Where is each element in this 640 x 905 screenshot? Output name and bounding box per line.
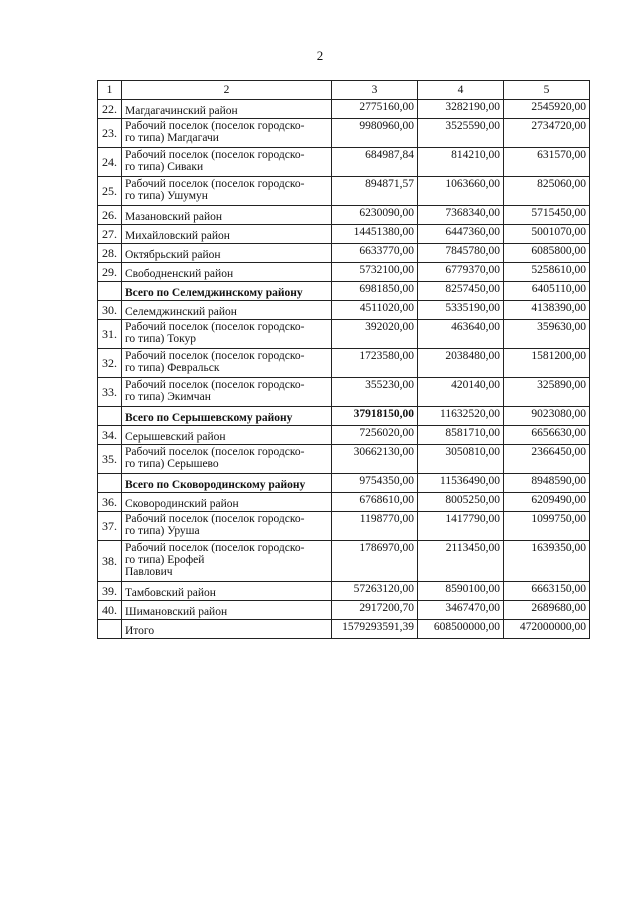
value-col3-cell: 14451380,00 [332,225,418,244]
value-col5-cell: 1639350,00 [504,541,590,582]
row-number-cell: 28. [98,244,122,263]
column-header-1: 1 [98,81,122,100]
column-header-4: 4 [418,81,504,100]
row-number-cell: 38. [98,541,122,582]
value-col4-cell: 1063660,00 [418,177,504,206]
value-col4-cell: 8590100,00 [418,582,504,601]
value-col3-cell: 2775160,00 [332,100,418,119]
row-name-cell: Всего по Сковородинскому району [122,474,332,493]
table-row [98,177,590,206]
row-number-cell: 23. [98,119,122,148]
value-col4-cell: 3050810,00 [418,445,504,474]
row-number-cell: 36. [98,493,122,512]
value-col3-cell: 37918150,00 [332,407,418,426]
value-col5-cell: 825060,00 [504,177,590,206]
page-number: 2 [316,48,324,63]
row-number-cell: 26. [98,206,122,225]
value-col5-cell: 2545920,00 [504,100,590,119]
value-col5-cell: 2734720,00 [504,119,590,148]
value-col4-cell: 3525590,00 [418,119,504,148]
row-name-cell: Рабочий поселок (поселок городско- го типа) Февральск [122,349,332,378]
table-row [98,225,590,244]
row-number-cell [98,620,122,639]
value-col4-cell: 2038480,00 [418,349,504,378]
value-col4-cell: 420140,00 [418,378,504,407]
value-col5-cell: 325890,00 [504,378,590,407]
value-col4-cell: 608500000,00 [418,620,504,639]
value-col4-cell: 3467470,00 [418,601,504,620]
value-col3-cell: 894871,57 [332,177,418,206]
value-col5-cell: 2689680,00 [504,601,590,620]
value-col4-cell: 1417790,00 [418,512,504,541]
table-row [98,349,590,378]
table-row [98,148,590,177]
table-header-row [98,81,590,100]
value-col3-cell: 6768610,00 [332,493,418,512]
row-name-cell: Магдагачинский район [122,100,332,119]
row-name-cell: Рабочий поселок (поселок городско- го типа) Магдагачи [122,119,332,148]
value-col4-cell: 6779370,00 [418,263,504,282]
table-row [98,100,590,119]
value-col5-cell: 472000000,00 [504,620,590,639]
value-col5-cell: 5258610,00 [504,263,590,282]
row-number-cell: 29. [98,263,122,282]
table-row [98,582,590,601]
value-col3-cell: 392020,00 [332,320,418,349]
value-col5-cell: 5001070,00 [504,225,590,244]
value-col4-cell: 814210,00 [418,148,504,177]
budget-table [97,80,590,639]
value-col4-cell: 7845780,00 [418,244,504,263]
value-col5-cell: 6085800,00 [504,244,590,263]
value-col3-cell: 1786970,00 [332,541,418,582]
value-col4-cell: 8581710,00 [418,426,504,445]
row-number-cell: 27. [98,225,122,244]
value-col5-cell: 2366450,00 [504,445,590,474]
column-header-5: 5 [504,81,590,100]
value-col5-cell: 8948590,00 [504,474,590,493]
row-name-cell: Михайловский район [122,225,332,244]
value-col3-cell: 7256020,00 [332,426,418,445]
value-col4-cell: 7368340,00 [418,206,504,225]
row-number-cell [98,282,122,301]
row-name-cell: Рабочий поселок (поселок городско- го типа) Экимчан [122,378,332,407]
row-name-cell: Тамбовский район [122,582,332,601]
row-number-cell: 22. [98,100,122,119]
value-col4-cell: 5335190,00 [418,301,504,320]
table-row [98,445,590,474]
value-col3-cell: 6633770,00 [332,244,418,263]
row-name-cell: Шимановский район [122,601,332,620]
value-col3-cell: 4511020,00 [332,301,418,320]
table-row [98,512,590,541]
value-col3-cell: 1723580,00 [332,349,418,378]
value-col4-cell: 2113450,00 [418,541,504,582]
subtotal-row [98,407,590,426]
table-row [98,426,590,445]
row-name-cell: Селемджинский район [122,301,332,320]
value-col4-cell: 11536490,00 [418,474,504,493]
value-col3-cell: 6230090,00 [332,206,418,225]
table-row [98,301,590,320]
row-number-cell: 25. [98,177,122,206]
value-col4-cell: 3282190,00 [418,100,504,119]
table-row [98,263,590,282]
value-col3-cell: 5732100,00 [332,263,418,282]
row-name-cell: Свободненский район [122,263,332,282]
value-col5-cell: 6663150,00 [504,582,590,601]
table-row [98,378,590,407]
value-col3-cell: 2917200,70 [332,601,418,620]
value-col3-cell: 1198770,00 [332,512,418,541]
row-name-cell: Рабочий поселок (поселок городско- го типа) Токур [122,320,332,349]
value-col5-cell: 1581200,00 [504,349,590,378]
row-number-cell: 32. [98,349,122,378]
table-row [98,620,590,639]
row-number-cell: 34. [98,426,122,445]
row-name-cell: Сковородинский район [122,493,332,512]
value-col4-cell: 8257450,00 [418,282,504,301]
row-number-cell: 35. [98,445,122,474]
value-col3-cell: 6981850,00 [332,282,418,301]
value-col5-cell: 631570,00 [504,148,590,177]
row-number-cell: 24. [98,148,122,177]
row-name-cell: Рабочий поселок (поселок городско- го типа) Сиваки [122,148,332,177]
row-number-cell: 40. [98,601,122,620]
table-row [98,119,590,148]
value-col5-cell: 5715450,00 [504,206,590,225]
value-col3-cell: 30662130,00 [332,445,418,474]
value-col4-cell: 11632520,00 [418,407,504,426]
table-row [98,493,590,512]
row-number-cell: 33. [98,378,122,407]
value-col3-cell: 684987,84 [332,148,418,177]
table-row [98,244,590,263]
row-number-cell [98,407,122,426]
row-number-cell: 31. [98,320,122,349]
table-row [98,320,590,349]
value-col4-cell: 8005250,00 [418,493,504,512]
value-col3-cell: 355230,00 [332,378,418,407]
subtotal-row [98,474,590,493]
row-number-cell: 39. [98,582,122,601]
row-name-cell: Рабочий поселок (поселок городско- го типа) Ушумун [122,177,332,206]
row-name-cell: Итого [122,620,332,639]
subtotal-row [98,282,590,301]
row-name-cell: Всего по Серышевскому району [122,407,332,426]
value-col3-cell: 1579293591,39 [332,620,418,639]
row-name-cell: Мазановский район [122,206,332,225]
table-row [98,601,590,620]
value-col5-cell: 6656630,00 [504,426,590,445]
value-col4-cell: 6447360,00 [418,225,504,244]
value-col5-cell: 9023080,00 [504,407,590,426]
row-number-cell: 30. [98,301,122,320]
row-name-cell: Октябрьский район [122,244,332,263]
value-col3-cell: 9980960,00 [332,119,418,148]
row-number-cell [98,474,122,493]
value-col5-cell: 6209490,00 [504,493,590,512]
table-row [98,541,590,582]
column-header-2: 2 [122,81,332,100]
value-col3-cell: 57263120,00 [332,582,418,601]
row-name-cell: Рабочий поселок (поселок городско- го типа) Серышево [122,445,332,474]
value-col5-cell: 4138390,00 [504,301,590,320]
table-row [98,206,590,225]
column-header-3: 3 [332,81,418,100]
row-number-cell: 37. [98,512,122,541]
value-col5-cell: 1099750,00 [504,512,590,541]
value-col4-cell: 463640,00 [418,320,504,349]
value-col5-cell: 359630,00 [504,320,590,349]
row-name-cell: Рабочий поселок (поселок городско- го типа) Ерофей Павлович [122,541,332,582]
row-name-cell: Рабочий поселок (поселок городско- го типа) Уруша [122,512,332,541]
value-col5-cell: 6405110,00 [504,282,590,301]
value-col3-cell: 9754350,00 [332,474,418,493]
row-name-cell: Серышевский район [122,426,332,445]
row-name-cell: Всего по Селемджинскому району [122,282,332,301]
